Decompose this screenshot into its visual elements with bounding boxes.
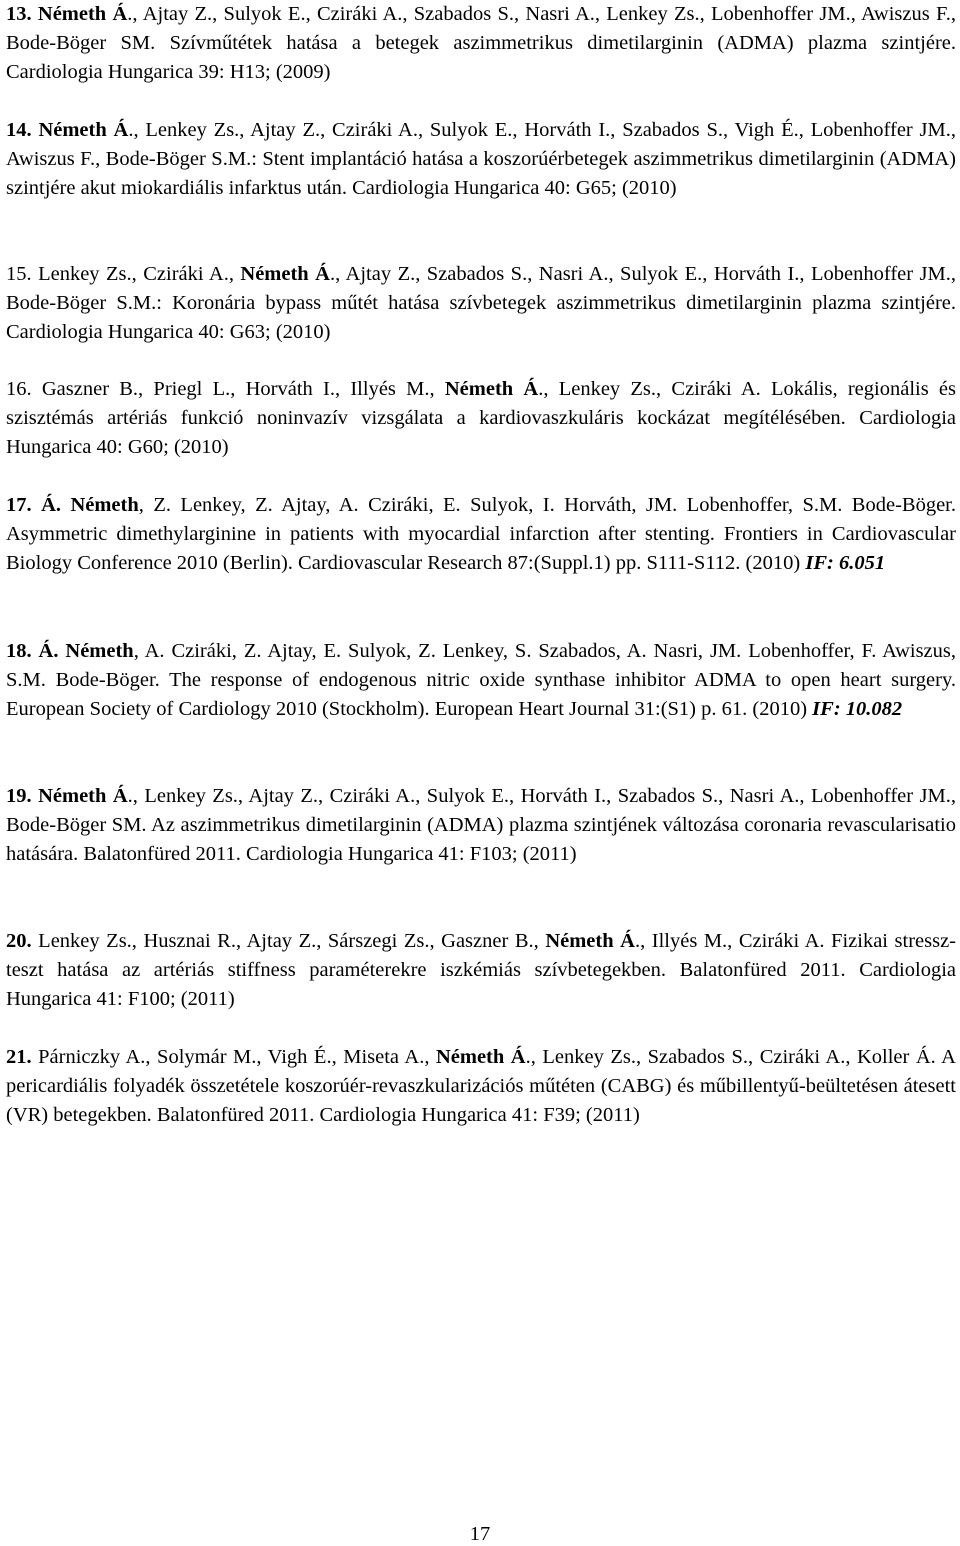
author-highlight: Németh Á (545, 930, 635, 952)
citation-text: ., Ajtay Z., Sulyok E., Cziráki A., Szabados S., Nasri A., Lenkey Zs., Lobenhoffer JM., Awiszus F., Bode-Böger SM. Szívműtétek hatása a betegek aszimmetrikus dimetilarginin (ADMA) plazma szintjére. Cardiologia Hungarica 39: H13; (2009) (6, 3, 956, 83)
publication-entry-17 (6, 491, 956, 578)
entry-number: 18. (6, 640, 39, 662)
citation-text: 15. Lenkey Zs., Cziráki A., (6, 263, 241, 285)
citation-text: 16. Gaszner B., Priegl L., Horváth I., Illyés M., (6, 378, 445, 400)
publication-entry-19 (6, 782, 956, 869)
author-highlight: Németh Á (38, 785, 128, 807)
citation-text: ., Lenkey Zs., Ajtay Z., Cziráki A., Sulyok E., Horváth I., Szabados S., Vigh É., Lobenhoffer JM., Awiszus F., Bode-Böger S.M.: Stent implantáció hatása a koszorúérbetegek aszimmetrikus dimetilarginin (ADMA) szintjére akut miokardiális infarktus után. Cardiologia Hungarica 40: G65; (2010) (6, 119, 957, 199)
author-highlight: Németh Á (435, 1046, 526, 1068)
publication-entry-21 (6, 1043, 956, 1130)
citation-text: ., Lenkey Zs., Cziráki A. Lokális, regionális és szisztémás artériás funkció noninvazív vizsgálata a kardiovaszkuláris kockázat megítélésében. Cardiologia Hungarica 40: G60; (2010) (6, 378, 957, 458)
entry-number: 14. (6, 119, 39, 141)
publication-entry-16 (6, 375, 956, 462)
publication-entry-18 (6, 637, 956, 724)
entry-number: 13. (6, 3, 38, 25)
author-highlight: Á. Németh (38, 640, 134, 662)
page-number: 17 (469, 1523, 491, 1545)
entry-number: 20. (6, 930, 39, 952)
entry-number: 19. (6, 785, 39, 807)
publication-entry-14 (6, 116, 956, 203)
author-highlight: Á. Németh (41, 494, 139, 516)
citation-text: ., Lenkey Zs., Szabados S., Cziráki A., Koller Á. A pericardiális folyadék összetétele koszorúér-revaszkularizációs műtéten (CABG) és műbillentyű-beültetésen átesett (VR) betegekben. Balatonfüred 2011. Cardiologia Hungarica 41: F39; (2011) (6, 1046, 956, 1126)
publication-entry-20 (6, 927, 956, 1014)
author-highlight: Németh Á (38, 119, 129, 141)
author-highlight: Németh Á (240, 263, 330, 285)
impact-factor: IF: 10.082 (812, 698, 903, 720)
publication-entry-13 (6, 0, 956, 87)
entry-number: 21. (6, 1046, 39, 1068)
publication-entry-15 (6, 260, 956, 347)
citation-text: Lenkey Zs., Husznai R., Ajtay Z., Sárszegi Zs., Gaszner B., (38, 930, 546, 952)
citation-text: ., Lenkey Zs., Ajtay Z., Cziráki A., Sulyok E., Horváth I., Szabados S., Nasri A., Lobenhoffer JM., Bode-Böger SM. Az aszimmetrikus dimetilarginin (ADMA) plazma szintjének változása coronaria revascularisatio hatására. Balatonfüred 2011. Cardiologia Hungarica 41: F103; (2011) (6, 785, 956, 865)
citation-text: , A. Cziráki, Z. Ajtay, E. Sulyok, Z. Lenkey, S. Szabados, A. Nasri, JM. Lobenhoffer, F. Awiszus, S.M. Bode-Böger. The response of endogenous nitric oxide synthase inhibitor ADMA to open heart surgery. European Society of Cardiology 2010 (Stockholm). European Heart Journal 31:(S1) p. 61. (2010) (6, 640, 957, 720)
citation-text: ., Illyés M., Cziráki A. Fizikai stressz-teszt hatása az artériás stiffness paraméterekre iszkémiás szívbetegekben. Balatonfüred 2011. Cardiologia Hungarica 41: F100; (2011) (6, 930, 957, 1010)
citation-text: ., Ajtay Z., Szabados S., Nasri A., Sulyok E., Horváth I., Lobenhoffer JM., Bode-Böger S.M.: Koronária bypass műtét hatása szívbetegek aszimmetrikus dimetilarginin plazma szintjére. Cardiologia Hungarica 40: G63; (2010) (6, 263, 956, 343)
citation-text: Párniczky A., Solymár M., Vigh É., Miseta A., (38, 1046, 436, 1068)
citation-text: , Z. Lenkey, Z. Ajtay, A. Cziráki, E. Sulyok, I. Horváth, JM. Lobenhoffer, S.M. Bode-Böger. Asymmetric dimethylarginine in patients with myocardial infarction after stenting. Frontiers in Cardiovascular Biology Conference 2010 (Berlin). Cardiovascular Research 87:(Suppl.1) pp. S111-S112. (2010) (6, 494, 957, 574)
author-highlight: Németh Á (444, 378, 539, 400)
impact-factor: IF: 6.051 (805, 552, 886, 574)
entry-number: 17. (6, 494, 42, 516)
author-highlight: Németh Á (37, 3, 128, 25)
